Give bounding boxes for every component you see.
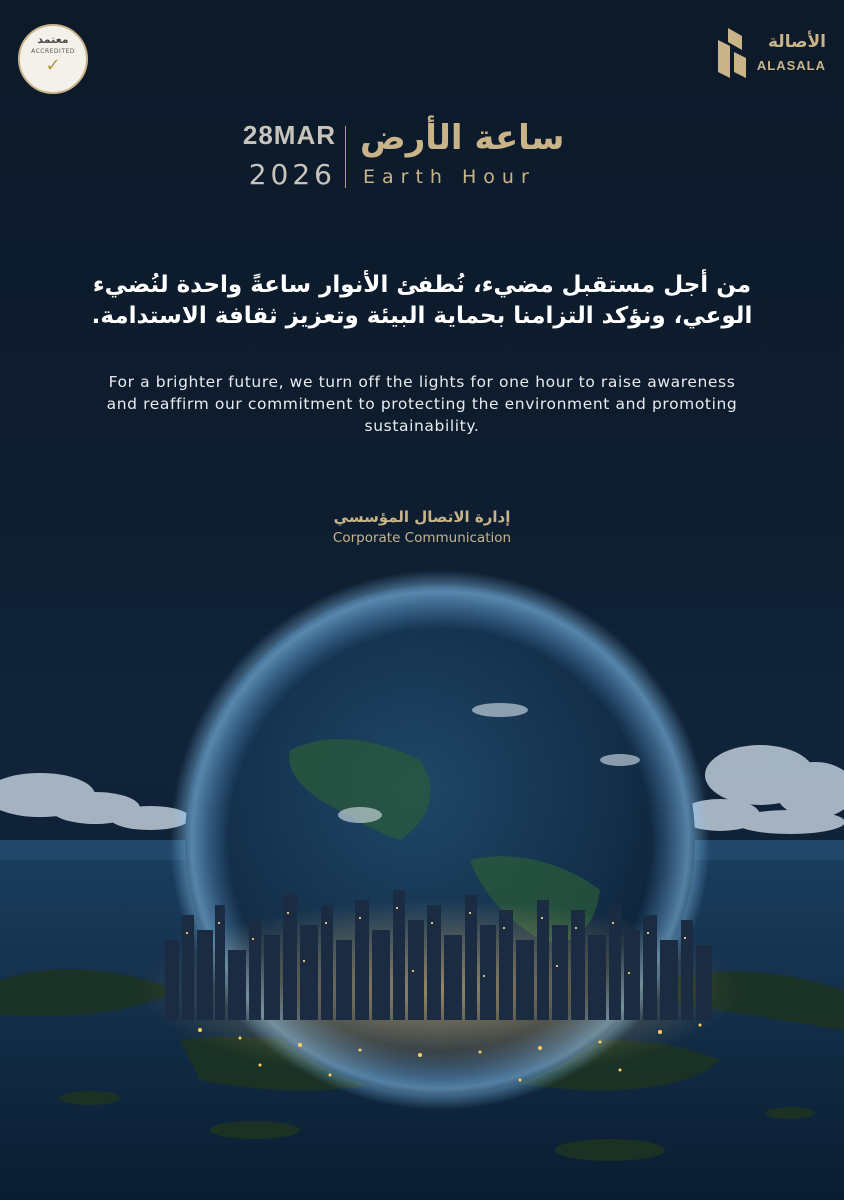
logo-arabic-text: الأصالة xyxy=(768,32,826,52)
message-english: For a brighter future, we turn off the lights for one hour to raise awareness and reaffirm our commitment to protecting the environment and promoting sustainability. xyxy=(106,373,738,435)
event-date-day: 28MAR xyxy=(242,120,336,150)
title-block xyxy=(230,118,610,198)
message-arabic: من أجل مستقبل مضيء، نُطفئ الأنوار ساعةً واحدة لنُضيء الوعي، ونؤكد التزامنا بحماية البيئة وتعزيز ثقافة الاستدامة. xyxy=(91,272,753,329)
department-english: Corporate Communication xyxy=(332,530,512,546)
checkmark-icon: ✓ xyxy=(45,55,61,76)
title-arabic: ساعة الأرض xyxy=(360,118,565,158)
accreditation-badge xyxy=(18,24,88,94)
event-date-year: 2026 xyxy=(248,158,336,191)
badge-arabic-label: معتمد xyxy=(37,33,69,46)
logo-english-text: ALASALA xyxy=(756,58,826,73)
globe-city-illustration xyxy=(0,560,844,1200)
department-arabic: إدارة الاتصال المؤسسي xyxy=(333,508,511,526)
title-divider xyxy=(345,126,346,188)
title-english: Earth Hour xyxy=(363,166,536,188)
alasala-logo xyxy=(716,26,826,82)
badge-english-label: ACCREDITED xyxy=(31,48,75,55)
